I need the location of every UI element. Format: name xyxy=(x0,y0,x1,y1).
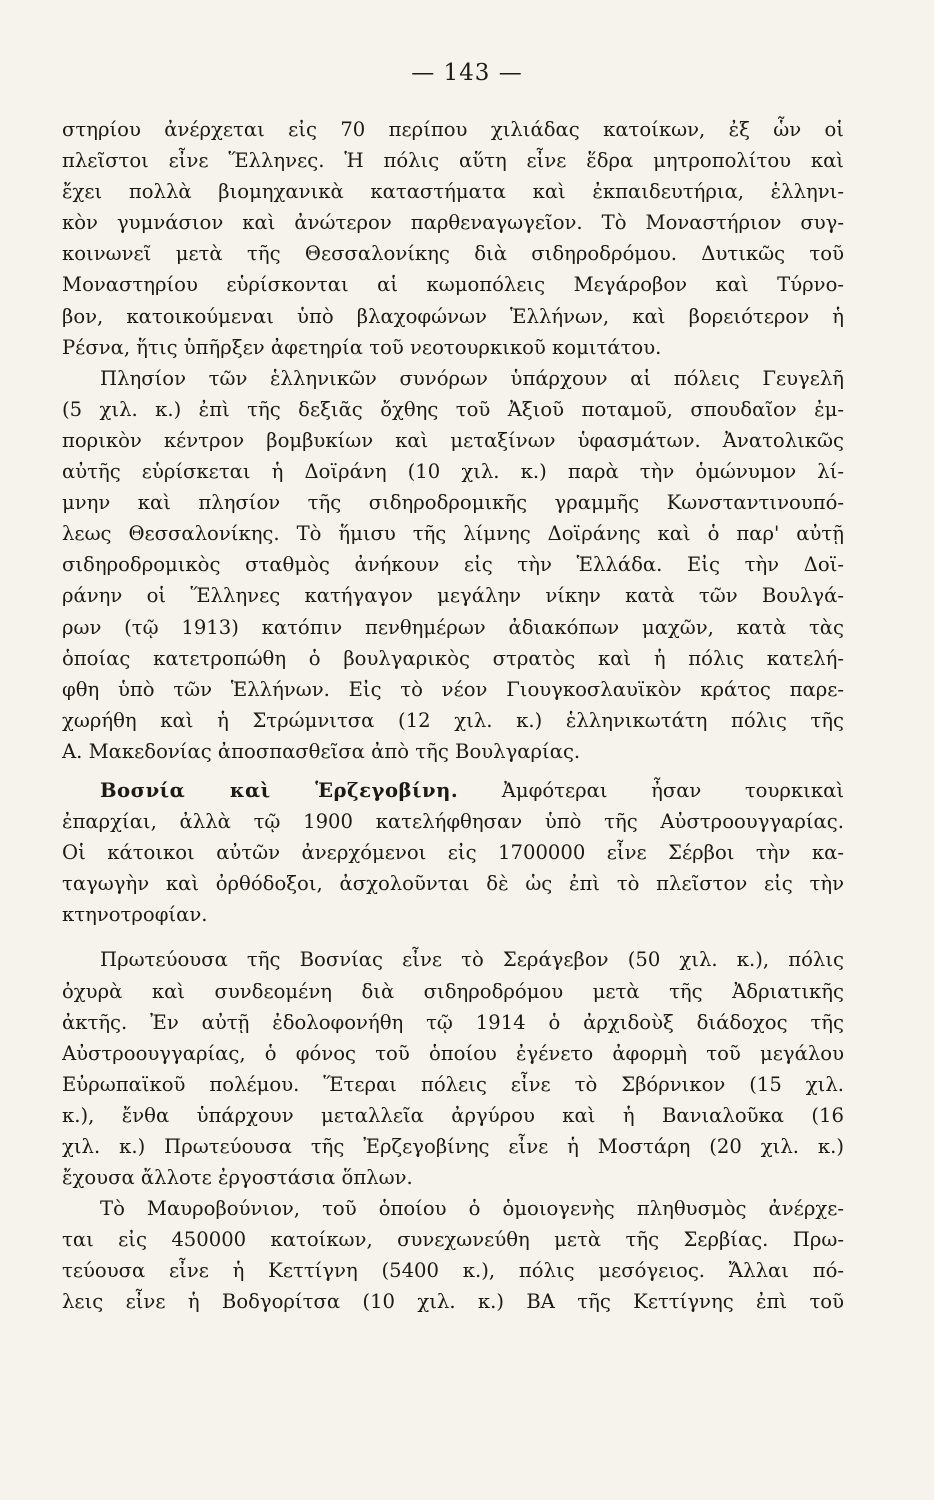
text-line: ὀχυρὰ καὶ συνδεομένη διὰ σιδηροδρόμου μετὰ τῆς Ἀδριατικῆς xyxy=(62,979,844,1003)
text-line: κοινωνεῖ μετὰ τῆς Θεσσαλονίκης διὰ σιδηροδρόμου. Δυτικῶς τοῦ xyxy=(62,242,844,266)
body-text xyxy=(62,114,844,1318)
text-line: (5 χιλ. κ.) ἐπὶ τῆς δεξιᾶς ὄχθης τοῦ Ἀξιοῦ ποταμοῦ, σπουδαῖον ἐμ- xyxy=(62,397,844,421)
text-line: κὸν γυμνάσιον καὶ ἀνώτερον παρθεναγωγεῖον. Τὸ Μοναστήριον συγ- xyxy=(62,211,844,235)
text-line xyxy=(62,775,844,806)
section-heading: Βοσνία καὶ Ἑρζεγοβίνη. xyxy=(100,778,459,802)
text-line: κτηνοτροφίαν. xyxy=(62,903,208,927)
text-line: ἐπαρχίαι, ἀλλὰ τῷ 1900 κατελήφθησαν ὑπὸ τῆς Αὐστροουγγαρίας. xyxy=(62,810,844,834)
text-line: ἀκτῆς. Ἐν αὐτῇ ἐδολοφονήθη τῷ 1914 ὁ ἀρχιδοὺξ διάδοχος τῆς xyxy=(62,1010,844,1034)
text-line: φθη ὑπὸ τῶν Ἑλλήνων. Εἰς τὸ νέον Γιουγκοσλαυϊκὸν κράτος παρε- xyxy=(62,677,844,701)
text-line: Πλησίον τῶν ἑλληνικῶν συνόρων ὑπάρχουν αἱ πόλεις Γευγελῆ xyxy=(100,366,844,390)
text-line: χιλ. κ.) Πρωτεύουσα τῆς Ἐρζεγοβίνης εἶνε ἡ Μοστάρη (20 χιλ. κ.) xyxy=(62,1135,844,1158)
text-line: Τὸ Μαυροβούνιον, τοῦ ὁποίου ὁ ὁμοιογενὴς πληθυσμὸς ἀνέρχε- xyxy=(100,1197,844,1221)
paragraph-border-cities xyxy=(62,363,844,767)
text-line: ὁποίας κατετροπώθη ὁ βουλγαρικὸς στρατὸς καὶ ἡ πόλις κατελή- xyxy=(62,646,844,670)
paragraph-monastir xyxy=(62,114,844,363)
text-line: τεύουσα εἶνε ἡ Κεττίγνη (5400 κ.), πόλις μεσόγειος. Ἄλλαι πό- xyxy=(62,1259,844,1283)
text-line: βον, κατοικούμεναι ὑπὸ βλαχοφώνων Ἑλλήνων, καὶ βορειότερον ἡ xyxy=(62,304,844,328)
text-line: σιδηροδρομικὸς σταθμὸς ἀνήκουν εἰς τὴν Ἑλλάδα. Εἰς τὴν Δοϊ- xyxy=(62,553,844,577)
text-line: Α. Μακεδονίας ἀποσπασθεῖσα ἀπὸ τῆς Βουλγαρίας. xyxy=(62,739,581,763)
text-line: ἔχουσα ἄλλοτε ἐργοστάσια ὅπλων. xyxy=(62,1166,413,1190)
text-line: αὐτῆς εὑρίσκεται ἡ Δοϊράνη (10 χιλ. κ.) παρὰ τὴν ὁμώνυμον λί- xyxy=(62,460,844,484)
text-line: Πρωτεύουσα τῆς Βοσνίας εἶνε τὸ Σεράγεβον (50 χιλ. κ.), πόλις xyxy=(100,948,844,972)
text-line: Αὐστροουγγαρίας, ὁ φόνος τοῦ ὁποίου ἐγένετο ἀφορμὴ τοῦ μεγάλου xyxy=(62,1041,844,1065)
text-line: ταγωγὴν καὶ ὀρθόδοξοι, ἀσχολοῦνται δὲ ὡς ἐπὶ τὸ πλεῖστον εἰς τὴν xyxy=(62,872,844,896)
text-line: πλεῖστοι εἶνε Ἕλληνες. Ἡ πόλις αὕτη εἶνε ἕδρα μητροπολίτου καὶ xyxy=(62,149,844,173)
text-line: κ.), ἔνθα ὑπάρχουν μεταλλεῖα ἀργύρου καὶ ἡ Βανιαλοῦκα (16 xyxy=(62,1103,844,1127)
text-line: Εὐρωπαϊκοῦ πολέμου. Ἕτεραι πόλεις εἶνε τὸ Σβόρνικον (15 χιλ. xyxy=(62,1072,844,1096)
text-line: μνην καὶ πλησίον τῆς σιδηροδρομικῆς γραμμῆς Κωνσταντινουπό- xyxy=(62,491,844,515)
text-line: λεως Θεσσαλονίκης. Τὸ ἥμισυ τῆς λίμνης Δοϊράνης καὶ ὁ παρ' αὐτῇ xyxy=(62,522,844,546)
text-line: Ρέσνα, ἥτις ὑπῆρξεν ἀφετηρία τοῦ νεοτουρκικοῦ κομιτάτου. xyxy=(62,335,662,359)
text-line: ράνην οἱ Ἕλληνες κατήγαγον μεγάλην νίκην κατὰ τῶν Βουλγά- xyxy=(62,584,844,608)
text-line: λεις εἶνε ἡ Βοδγορίτσα (10 χιλ. κ.) ΒΑ τῆς Κεττίγνης ἐπὶ τοῦ xyxy=(62,1290,844,1314)
text-line: στηρίου ἀνέρχεται εἰς 70 περίπου χιλιάδας κατοίκων, ἐξ ὧν οἱ xyxy=(62,118,844,141)
text-line: πορικὸν κέντρον βομβυκίων καὶ μεταξίνων ὑφασμάτων. Ἀνατολικῶς xyxy=(62,428,844,452)
text-line: ται εἰς 450000 κατοίκων, συνεχωνεύθη μετὰ τῆς Σερβίας. Πρω- xyxy=(62,1228,844,1252)
paragraph-montenegro xyxy=(62,1193,844,1317)
text-run: Ἀμφότεραι ἦσαν τουρκικαὶ xyxy=(458,778,844,802)
text-line: ἔχει πολλὰ βιομηχανικὰ καταστήματα καὶ ἐκπαιδευτήρια, ἑλληνι- xyxy=(62,180,844,204)
page-number: — 143 — xyxy=(411,60,523,86)
paragraph-bosnia-herzegovina xyxy=(62,775,844,930)
text-line: ρων (τῷ 1913) κατόπιν πενθημέρων ἀδιακόπων μαχῶν, κατὰ τὰς xyxy=(62,615,844,639)
text-line: Μοναστηρίου εὑρίσκονται αἱ κωμοπόλεις Μεγάροβον καὶ Τύρνο- xyxy=(62,273,844,297)
paragraph-sarajevo xyxy=(62,944,844,1193)
text-line: Οἱ κάτοικοι αὐτῶν ἀνερχόμενοι εἰς 1700000 εἶνε Σέρβοι τὴν κα- xyxy=(62,841,844,865)
text-line: χωρήθη καὶ ἡ Στρώμνιτσα (12 χιλ. κ.) ἑλληνικωτάτη πόλις τῆς xyxy=(62,708,844,732)
